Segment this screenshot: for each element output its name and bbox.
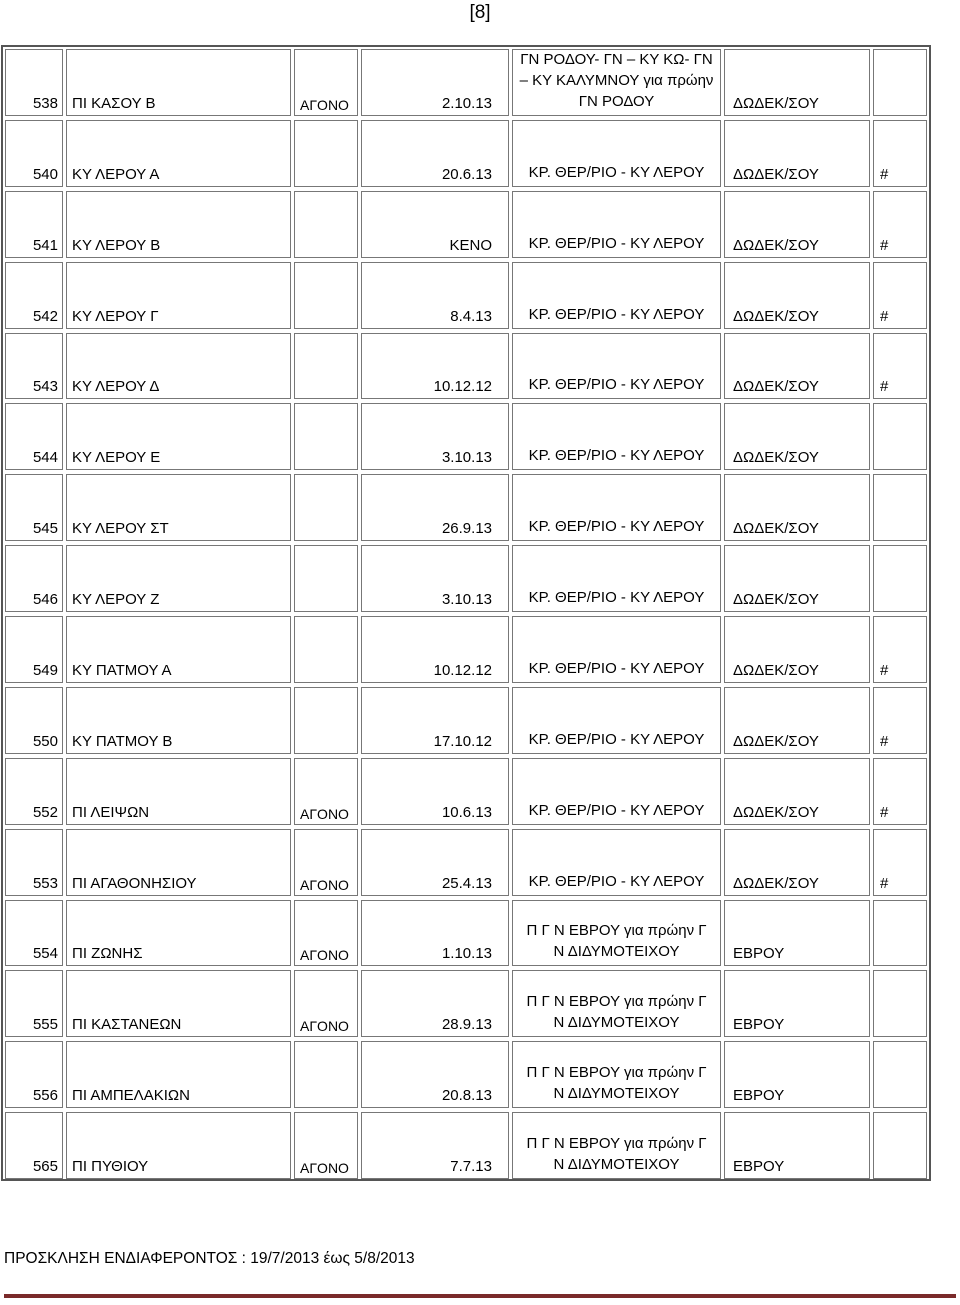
mark-text: # [880, 236, 889, 254]
region-text: ΕΒΡΟΥ [733, 945, 785, 963]
table-row [3, 401, 929, 472]
row-number-text: 555 [32, 1016, 58, 1034]
unit-type-text: ΑΓΟΝΟ [300, 1160, 349, 1176]
row-number-cell [5, 758, 63, 825]
unit-name-text: ΠΙ ΑΓΑΘΟΝΗΣΙΟΥ [72, 874, 197, 892]
mark-cell [873, 191, 927, 258]
vacancy-date-cell [361, 403, 509, 470]
mark-cell [873, 474, 927, 541]
vacancy-date-text: 3.10.13 [441, 591, 492, 608]
vacancy-date-cell [361, 970, 509, 1037]
vacancy-date-cell [361, 1112, 509, 1179]
unit-type-cell [294, 262, 358, 329]
vacancy-date-cell [361, 120, 509, 187]
vacancy-date-text: 3.10.13 [441, 449, 492, 467]
vacancy-date-cell [361, 545, 509, 612]
destination-text: ΚΡ. ΘΕΡ/ΡΙΟ - ΚΥ ΛΕΡΟΥ [528, 589, 705, 606]
footer-rule [4, 1294, 956, 1298]
table-row [3, 614, 929, 685]
region-cell [724, 545, 870, 612]
table-row [3, 1110, 929, 1181]
row-number-cell [5, 829, 63, 896]
destination-cell [512, 474, 721, 541]
unit-type-cell [294, 1112, 358, 1179]
table-row [3, 189, 929, 260]
vacancy-date-text: 17.10.12 [433, 732, 492, 750]
mark-text: # [880, 378, 889, 396]
region-cell [724, 120, 870, 187]
row-number-text: 541 [32, 236, 58, 254]
vacancy-date-cell [361, 829, 509, 896]
region-cell [724, 1112, 870, 1179]
page-number: [8] [469, 2, 491, 23]
vacancy-date-cell [361, 758, 509, 825]
vacancy-date-cell [361, 333, 509, 400]
unit-name-cell [66, 829, 291, 896]
destination-text: Π Γ Ν ΕΒΡΟΥ για πρώην Γ Ν ΔΙΔΥΜΟΤΕΙΧΟΥ [526, 1135, 707, 1173]
region-text: ΔΩΔΕΚ/ΣΟΥ [733, 874, 819, 892]
vacancy-date-text: 2.10.13 [441, 94, 492, 112]
destination-cell [512, 49, 721, 116]
mark-cell [873, 900, 927, 967]
region-cell [724, 191, 870, 258]
region-text: ΔΩΔΕΚ/ΣΟΥ [733, 591, 819, 608]
unit-name-text: ΚΥ ΛΕΡΟΥ Δ [72, 378, 160, 396]
row-number-text: 542 [32, 307, 58, 325]
destination-text: ΚΡ. ΘΕΡ/ΡΙΟ - ΚΥ ΛΕΡΟΥ [528, 801, 705, 819]
mark-cell [873, 120, 927, 187]
unit-type-cell [294, 333, 358, 400]
mark-cell [873, 403, 927, 470]
region-cell [724, 687, 870, 754]
vacancy-date-text: 25.4.13 [441, 874, 492, 892]
mark-text: # [880, 803, 889, 821]
row-number-cell [5, 474, 63, 541]
region-text: ΕΒΡΟΥ [733, 1087, 785, 1105]
destination-cell [512, 687, 721, 754]
destination-cell [512, 545, 721, 612]
unit-name-text: ΠΙ ΠΥΘΙΟΥ [72, 1158, 149, 1175]
unit-type-cell [294, 191, 358, 258]
row-number-cell [5, 191, 63, 258]
destination-text: ΚΡ. ΘΕΡ/ΡΙΟ - ΚΥ ΛΕΡΟΥ [528, 730, 705, 748]
table-row [3, 47, 929, 118]
region-text: ΔΩΔΕΚ/ΣΟΥ [733, 94, 819, 112]
vacancy-date-cell [361, 191, 509, 258]
unit-name-cell [66, 616, 291, 683]
mark-text: # [880, 732, 889, 750]
row-number-text: 546 [32, 591, 58, 608]
destination-text: ΚΡ. ΘΕΡ/ΡΙΟ - ΚΥ ΛΕΡΟΥ [528, 659, 705, 677]
unit-name-text: ΚΥ ΛΕΡΟΥ Α [72, 165, 160, 183]
table-row [3, 756, 929, 827]
destination-cell [512, 1041, 721, 1108]
region-cell [724, 616, 870, 683]
vacancy-date-text: 26.9.13 [441, 520, 492, 538]
row-number-text: 554 [32, 945, 58, 963]
unit-type-cell [294, 687, 358, 754]
unit-name-cell [66, 262, 291, 329]
row-number-text: 556 [32, 1087, 58, 1105]
unit-name-cell [66, 758, 291, 825]
unit-type-cell [294, 970, 358, 1037]
destination-text: Π Γ Ν ΕΒΡΟΥ για πρώην Γ Ν ΔΙΔΥΜΟΤΕΙΧΟΥ [526, 993, 707, 1032]
row-number-cell [5, 120, 63, 187]
destination-text: Π Γ Ν ΕΒΡΟΥ για πρώην Γ Ν ΔΙΔΥΜΟΤΕΙΧΟΥ [526, 922, 707, 961]
unit-type-cell [294, 616, 358, 683]
row-number-cell [5, 616, 63, 683]
unit-type-cell [294, 758, 358, 825]
vacancy-date-text: 8.4.13 [450, 307, 492, 325]
mark-cell [873, 545, 927, 612]
table-row [3, 1039, 929, 1110]
destination-text: Π Γ Ν ΕΒΡΟΥ για πρώην Γ Ν ΔΙΔΥΜΟΤΕΙΧΟΥ [526, 1064, 707, 1103]
destination-cell [512, 900, 721, 967]
unit-type-cell [294, 545, 358, 612]
vacancy-date-text: 1.10.13 [441, 945, 492, 963]
vacancy-date-text: 10.12.12 [433, 378, 492, 396]
row-number-text: 545 [32, 520, 58, 538]
unit-name-cell [66, 120, 291, 187]
mark-text: # [880, 165, 889, 183]
vacancy-date-text: ΚΕΝΟ [449, 236, 492, 254]
unit-name-text: ΠΙ ΑΜΠΕΛΑΚΙΩΝ [72, 1087, 190, 1105]
vacancy-date-text: 28.9.13 [441, 1016, 492, 1034]
unit-name-text: ΚΥ ΛΕΡΟΥ Ζ [72, 591, 160, 608]
region-cell [724, 262, 870, 329]
unit-type-text: ΑΓΟΝΟ [300, 947, 349, 964]
destination-cell [512, 262, 721, 329]
region-text: ΕΒΡΟΥ [733, 1158, 785, 1175]
row-number-cell [5, 262, 63, 329]
unit-name-text: ΚΥ ΛΕΡΟΥ Γ [72, 307, 159, 325]
region-text: ΔΩΔΕΚ/ΣΟΥ [733, 378, 819, 396]
unit-type-cell [294, 900, 358, 967]
unit-name-text: ΠΙ ΚΑΣΟΥ Β [72, 94, 156, 112]
unit-name-cell [66, 545, 291, 612]
vacancy-date-cell [361, 1041, 509, 1108]
unit-name-text: ΚΥ ΛΕΡΟΥ ΣΤ [72, 520, 169, 538]
table-row [3, 543, 929, 614]
row-number-cell [5, 1112, 63, 1179]
table-row [3, 260, 929, 331]
region-cell [724, 403, 870, 470]
region-cell [724, 474, 870, 541]
unit-name-text: ΚΥ ΛΕΡΟΥ Ε [72, 449, 161, 467]
row-number-cell [5, 687, 63, 754]
row-number-text: 550 [32, 732, 58, 750]
vacancy-date-text: 10.12.12 [433, 661, 492, 679]
unit-name-cell [66, 1112, 291, 1179]
row-number-text: 552 [32, 803, 58, 821]
mark-cell [873, 970, 927, 1037]
mark-text: # [880, 661, 889, 679]
row-number-cell [5, 545, 63, 612]
destination-cell [512, 191, 721, 258]
destination-text: ΚΡ. ΘΕΡ/ΡΙΟ - ΚΥ ΛΕΡΟΥ [528, 376, 705, 394]
unit-type-text: ΑΓΟΝΟ [300, 96, 349, 113]
table-row [3, 685, 929, 756]
unit-name-text: ΚΥ ΛΕΡΟΥ Β [72, 236, 161, 254]
mark-cell [873, 829, 927, 896]
row-number-cell [5, 1041, 63, 1108]
region-cell [724, 333, 870, 400]
destination-cell [512, 970, 721, 1037]
region-text: ΔΩΔΕΚ/ΣΟΥ [733, 307, 819, 325]
unit-name-cell [66, 49, 291, 116]
vacancy-date-text: 20.6.13 [441, 165, 492, 183]
row-number-text: 540 [32, 165, 58, 183]
region-text: ΔΩΔΕΚ/ΣΟΥ [733, 449, 819, 467]
table-row [3, 331, 929, 402]
region-cell [724, 900, 870, 967]
mark-text: # [880, 307, 889, 325]
vacancy-date-text: 20.8.13 [441, 1087, 492, 1105]
row-number-cell [5, 970, 63, 1037]
unit-name-cell [66, 474, 291, 541]
destination-cell [512, 333, 721, 400]
destination-cell [512, 829, 721, 896]
row-number-text: 553 [32, 874, 58, 892]
region-cell [724, 970, 870, 1037]
unit-type-cell [294, 403, 358, 470]
vacancy-date-text: 7.7.13 [450, 1158, 492, 1175]
unit-type-cell [294, 1041, 358, 1108]
destination-text: ΚΡ. ΘΕΡ/ΡΙΟ - ΚΥ ΛΕΡΟΥ [528, 447, 705, 465]
unit-name-cell [66, 687, 291, 754]
destination-text: ΚΡ. ΘΕΡ/ΡΙΟ - ΚΥ ΛΕΡΟΥ [528, 518, 705, 536]
mark-cell [873, 262, 927, 329]
region-text: ΔΩΔΕΚ/ΣΟΥ [733, 803, 819, 821]
mark-cell [873, 616, 927, 683]
unit-type-cell [294, 120, 358, 187]
vacancy-date-text: 10.6.13 [441, 803, 492, 821]
region-cell [724, 1041, 870, 1108]
table-row [3, 827, 929, 898]
destination-cell [512, 120, 721, 187]
region-cell [724, 829, 870, 896]
row-number-text: 538 [32, 94, 58, 112]
unit-type-cell [294, 49, 358, 116]
destination-text: ΓΝ ΡΟΔΟΥ- ΓΝ – ΚΥ ΚΩ- ΓΝ – ΚΥ ΚΑΛΥΜΝΟΥ για πρώην ΓΝ ΡΟΔΟΥ [519, 50, 714, 110]
unit-name-text: ΠΙ ΚΑΣΤΑΝΕΩΝ [72, 1016, 182, 1034]
unit-name-cell [66, 1041, 291, 1108]
unit-name-text: ΠΙ ΛΕΙΨΩΝ [72, 803, 150, 821]
row-number-text: 549 [32, 661, 58, 679]
destination-text: ΚΡ. ΘΕΡ/ΡΙΟ - ΚΥ ΛΕΡΟΥ [528, 163, 705, 181]
vacancy-date-cell [361, 49, 509, 116]
unit-type-text: ΑΓΟΝΟ [300, 805, 349, 822]
unit-name-cell [66, 333, 291, 400]
table-row [3, 968, 929, 1039]
region-text: ΔΩΔΕΚ/ΣΟΥ [733, 520, 819, 538]
mark-cell [873, 1041, 927, 1108]
row-number-text: 544 [32, 449, 58, 467]
unit-name-text: ΚΥ ΠΑΤΜΟΥ Β [72, 732, 173, 750]
unit-name-cell [66, 900, 291, 967]
mark-cell [873, 49, 927, 116]
mark-cell [873, 687, 927, 754]
destination-text: ΚΡ. ΘΕΡ/ΡΙΟ - ΚΥ ΛΕΡΟΥ [528, 872, 705, 890]
vacancy-date-cell [361, 900, 509, 967]
row-number-text: 565 [32, 1158, 58, 1175]
region-text: ΔΩΔΕΚ/ΣΟΥ [733, 236, 819, 254]
region-text: ΔΩΔΕΚ/ΣΟΥ [733, 661, 819, 679]
row-number-cell [5, 333, 63, 400]
positions-table [1, 45, 931, 1181]
unit-type-text: ΑΓΟΝΟ [300, 876, 349, 893]
region-text: ΕΒΡΟΥ [733, 1016, 785, 1034]
destination-text: ΚΡ. ΘΕΡ/ΡΙΟ - ΚΥ ΛΕΡΟΥ [528, 234, 705, 252]
mark-text: # [880, 874, 889, 892]
vacancy-date-cell [361, 687, 509, 754]
destination-cell [512, 403, 721, 470]
mark-cell [873, 758, 927, 825]
row-number-text: 543 [32, 378, 58, 396]
unit-type-text: ΑΓΟΝΟ [300, 1018, 349, 1035]
unit-name-text: ΠΙ ΖΩΝΗΣ [72, 945, 143, 963]
destination-cell [512, 1112, 721, 1179]
row-number-cell [5, 49, 63, 116]
mark-cell [873, 333, 927, 400]
mark-cell [873, 1112, 927, 1179]
vacancy-date-cell [361, 262, 509, 329]
region-text: ΔΩΔΕΚ/ΣΟΥ [733, 165, 819, 183]
unit-type-cell [294, 474, 358, 541]
table-row [3, 472, 929, 543]
unit-name-text: ΚΥ ΠΑΤΜΟΥ Α [72, 661, 172, 679]
unit-name-cell [66, 403, 291, 470]
row-number-cell [5, 900, 63, 967]
destination-cell [512, 758, 721, 825]
unit-type-cell [294, 829, 358, 896]
region-cell [724, 758, 870, 825]
row-number-cell [5, 403, 63, 470]
destination-cell [512, 616, 721, 683]
table-row [3, 118, 929, 189]
table-row [3, 898, 929, 969]
destination-text: ΚΡ. ΘΕΡ/ΡΙΟ - ΚΥ ΛΕΡΟΥ [528, 305, 705, 323]
region-text: ΔΩΔΕΚ/ΣΟΥ [733, 732, 819, 750]
unit-name-cell [66, 970, 291, 1037]
vacancy-date-cell [361, 474, 509, 541]
footer-text: ΠΡΟΣΚΛΗΣΗ ΕΝΔΙΑΦΕΡΟΝΤΟΣ : 19/7/2013 έως 5/8/2013 [4, 1250, 415, 1267]
unit-name-cell [66, 191, 291, 258]
vacancy-date-cell [361, 616, 509, 683]
region-cell [724, 49, 870, 116]
